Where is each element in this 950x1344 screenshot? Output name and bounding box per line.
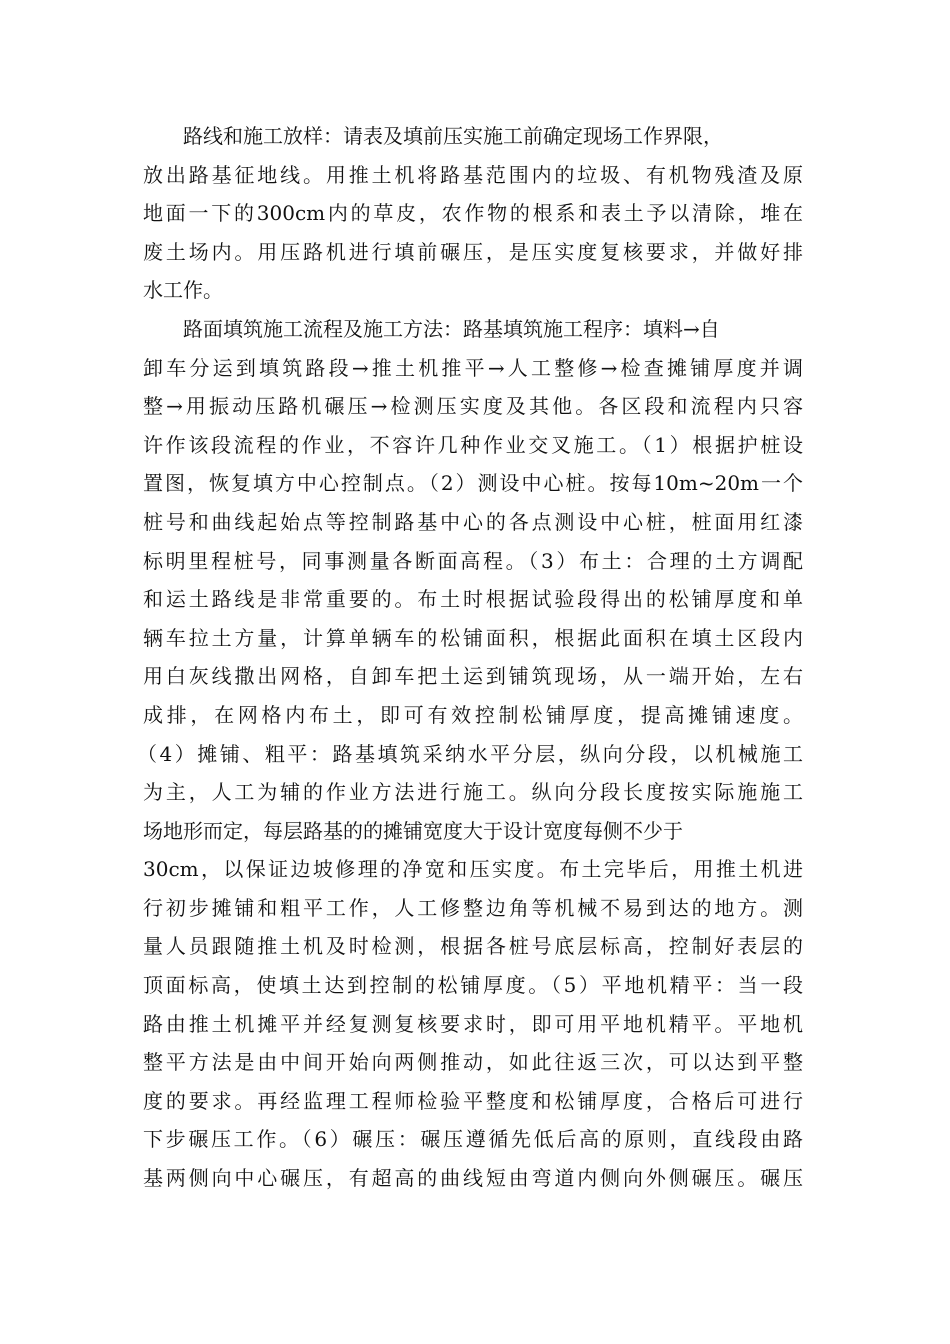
text-line: 路面填筑施工流程及施工方法：路基填筑施工程序：填料→自 <box>183 316 720 341</box>
text-line: 地面一下的300cm内的草皮，农作物的根系和表土予以清除，堆在 <box>143 201 803 226</box>
text-line: 度的要求。再经监理工程师检验平整度和松铺厚度，合格后可进行 <box>143 1088 803 1113</box>
text-line: 辆车拉土方量，计算单辆车的松铺面积，根据此面积在填土区段内 <box>143 625 803 650</box>
text-line: 桩号和曲线起始点等控制路基中心的各点测设中心桩，桩面用红漆 <box>143 509 803 534</box>
paragraph-1 <box>143 117 803 310</box>
text-line: 标明里程桩号，同事测量各断面高程。（3）布土：合理的土方调配 <box>143 548 803 573</box>
text-line: 为主，人工为辅的作业方法进行施工。纵向分段长度按实际施施工 <box>143 780 803 805</box>
text-line: 卸车分运到填筑路段→推土机推平→人工整修→检查摊铺厚度并调 <box>143 355 803 380</box>
text-line: 量人员跟随推土机及时检测，根据各桩号底层标高，控制好表层的 <box>143 934 803 959</box>
text-line: 整平方法是由中间开始向两侧推动，如此往返三次，可以达到平整 <box>143 1050 803 1075</box>
text-line: 路由推土机摊平并经复测复核要求时，即可用平地机精平。平地机 <box>143 1011 803 1036</box>
paragraph-2 <box>137 310 803 1198</box>
text-line: 置图，恢复填方中心控制点。（2）测设中心桩。按每10m~20m一个 <box>143 471 803 496</box>
text-line: 废土场内。用压路机进行填前碾压，是压实度复核要求，并做好排 <box>143 239 803 264</box>
text-line: 许作该段流程的作业，不容许几种作业交叉施工。（1）根据护桩设 <box>143 432 803 457</box>
text-line: 顶面标高，使填土达到控制的松铺厚度。（5）平地机精平：当一段 <box>143 973 803 998</box>
text-line: 成排，在网格内布土，即可有效控制松铺厚度，提高摊铺速度。 <box>143 702 803 727</box>
text-line: 下步碾压工作。（6）碾压：碾压遵循先低后高的原则，直线段由路 <box>143 1127 803 1152</box>
text-line: 整→用振动压路机碾压→检测压实度及其他。各区段和流程内只容 <box>143 394 803 419</box>
text-line: 水工作。 <box>143 278 223 303</box>
text-line: （4）摊铺、粗平：路基填筑采纳水平分层，纵向分段，以机械施工 <box>137 741 803 766</box>
text-line: 路线和施工放样：请表及填前压实施工前确定现场工作界限， <box>183 124 723 148</box>
text-line: 基两侧向中心碾压，有超高的曲线短由弯道内侧向外侧碾压。碾压 <box>143 1166 803 1191</box>
text-line: 30cm，以保证边坡修理的净宽和压实度。布土完毕后，用推土机进 <box>143 857 803 882</box>
text-line: 场地形而定，每层路基的的摊铺宽度大于设计宽度每侧不少于 <box>143 818 683 843</box>
text-line: 用白灰线撒出网格，自卸车把土运到铺筑现场，从一端开始，左右 <box>143 664 803 689</box>
text-line: 放出路基征地线。用推土机将路基范围内的垃圾、有机物残渣及原 <box>143 162 803 187</box>
text-line: 行初步摊铺和粗平工作，人工修整边角等机械不易到达的地方。测 <box>143 895 803 920</box>
text-line: 和运土路线是非常重要的。布土时根据试验段得出的松铺厚度和单 <box>143 587 803 612</box>
body-text <box>137 117 803 1198</box>
